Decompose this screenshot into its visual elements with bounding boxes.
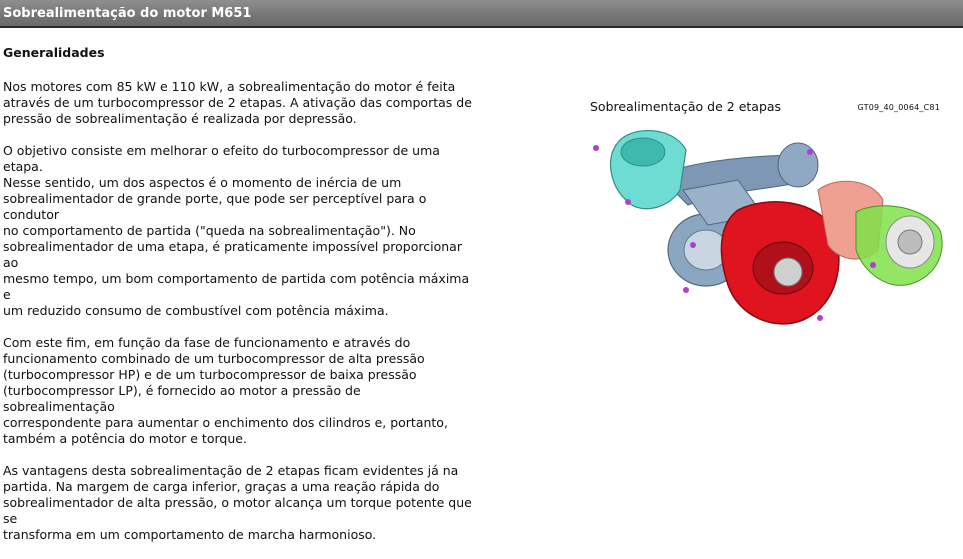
turbocharger-figure [588, 98, 948, 338]
paragraph-advantages: As vantagens desta sobrealimentação de 2 etapas ficam evidentes já na partida. Na margem de carga inferior, graças a uma reação rápida do sobrealimentador de alta pressão, o motor alcança um torque potente que se transforma em um comportamento de marcha harmonioso. [3, 463, 472, 542]
bolt [625, 199, 631, 205]
paragraph-intro: Nos motores com 85 kW e 110 kW, a sobrealimentação do motor é feita através de um turbocompressor de 2 etapas. A ativação das comportas de pressão de sobrealimentação é realizada por depressão. [3, 79, 472, 126]
bolt [593, 145, 599, 151]
lp-flange [778, 143, 818, 187]
section-heading: Generalidades [3, 45, 105, 60]
bolt [870, 262, 876, 268]
figure-caption: Sobrealimentação de 2 etapas [590, 99, 782, 114]
page-title: Sobrealimentação do motor M651 [3, 6, 252, 21]
paragraph-function: Com este fim, em função da fase de funcionamento e através do funcionamento combinado de um turbocompressor de alta pressão (turbocompressor HP) e de um turbocompressor de baixa pressão (turbocompressor LP), é fornecido ao motor a pressão de sobrealimentação correspondente para aumentar o enchimento dos cilindros e, portanto, também a potência do motor e torque. [3, 335, 448, 446]
bolt [683, 287, 689, 293]
inlet-opening [621, 138, 665, 166]
hp-turbine-hub [774, 258, 802, 286]
bolt [807, 149, 813, 155]
turbocharger-illustration [588, 120, 948, 340]
page-title-bar [0, 0, 963, 28]
bolt [817, 315, 823, 321]
bolt [690, 242, 696, 248]
figure-code: GT09_40_0064_C81 [857, 103, 940, 112]
paragraph-objective: O objetivo consiste em melhorar o efeito do turbocompressor de uma etapa. Nesse sentido, um dos aspectos é o momento de inércia de um sobrealimentador de grande porte, que pode ser perceptível para o condutor no comportamento de partida ("queda na sobrealimentação"). No sobrealimentador de uma etapa, é praticamente impossível proporcionar ao mesmo tempo, um bom comportamento de partida com potência máxima e um reduzido consumo de combustível com potência máxima. [3, 143, 470, 318]
main-text-column [3, 45, 473, 559]
